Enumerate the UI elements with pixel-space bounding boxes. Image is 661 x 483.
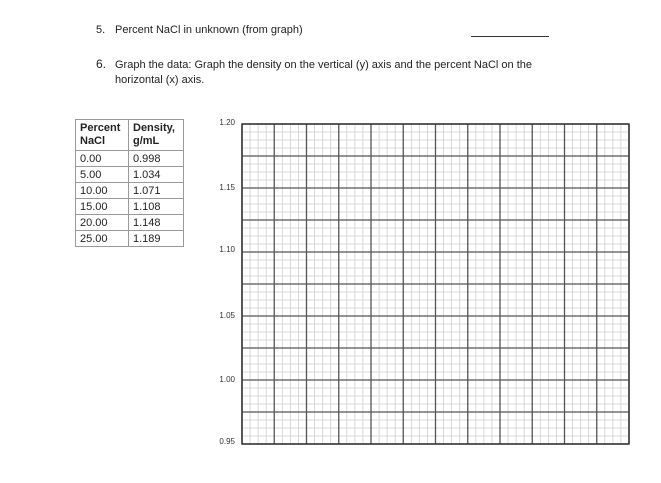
cell-percent: 10.00 [76,183,129,199]
question-6-line-1: Graph the data: Graph the density on the vertical (y) axis and the percent NaCl on the [115,59,533,71]
cell-density: 1.108 [129,199,184,215]
cell-percent: 15.00 [76,199,129,215]
cell-density: 1.034 [129,167,184,183]
y-tick-label: 0.95 [219,437,235,446]
question-5-text: Percent NaCl in unknown (from graph) [115,24,303,36]
question-6-line-2: horizontal (x) axis. [115,74,205,86]
header-percent-nacl: Percent NaCl [76,120,129,151]
y-tick-label: 1.15 [219,183,235,192]
y-tick-label: 1.20 [219,118,235,127]
cell-percent: 20.00 [76,215,129,231]
header-density: Density, g/mL [129,120,184,151]
cell-percent: 25.00 [76,231,129,247]
question-5-number: 5. [96,24,106,36]
cell-percent: 0.00 [76,151,129,167]
cell-density: 1.189 [129,231,184,247]
cell-percent: 5.00 [76,167,129,183]
cell-density: 1.071 [129,183,184,199]
y-tick-label: 1.10 [219,245,235,254]
y-tick-label: 1.05 [219,311,235,320]
cell-density: 0.998 [129,151,184,167]
question-6-number: 6. [96,57,107,71]
cell-density: 1.148 [129,215,184,231]
y-tick-label: 1.00 [219,375,235,384]
